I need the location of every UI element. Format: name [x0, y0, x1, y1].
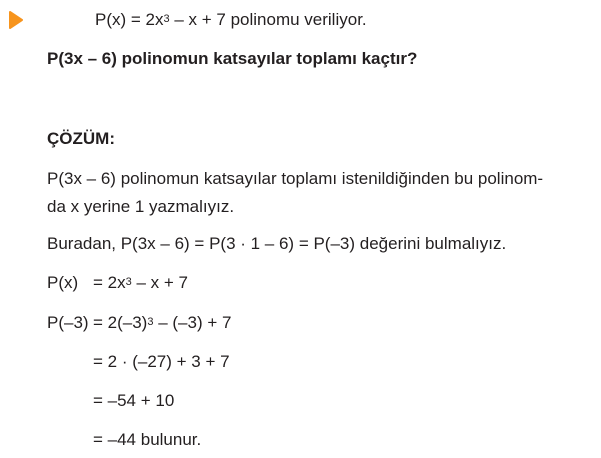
buradan-line: Buradan, P(3x – 6) = P(3 · 1 – 6) = P(–3) değerini bulmalıyız.: [47, 234, 507, 253]
solution-paragraph-line-2: da x yerine 1 yazmalıyız.: [47, 197, 235, 216]
step1-rhs: = $2x^3 - x + 7$: [93, 273, 188, 292]
step4: = –54 + 10: [93, 391, 175, 410]
step1-lhs: P(x): [47, 273, 79, 292]
step3: = 2 · (–27) + 3 + 7: [93, 352, 230, 371]
step2-lhs: P(–3): [47, 313, 89, 332]
step2-rhs: = $2(-3)^3 - (-3) + 7$: [93, 313, 232, 332]
question-text: P(3x – 6) polinomun katsayılar toplamı kaçtır?: [47, 49, 418, 68]
solution-paragraph-line-1: P(3x – 6) polinomun katsayılar toplamı istenildiğinden bu polinom-: [47, 169, 544, 188]
solution-heading: ÇÖZÜM:: [47, 129, 115, 148]
given-polynomial: $P(x) = 2x^3 - x + 7$ polinomu veriliyor.: [95, 10, 367, 29]
step5-result: = –44 bulunur.: [93, 430, 202, 449]
